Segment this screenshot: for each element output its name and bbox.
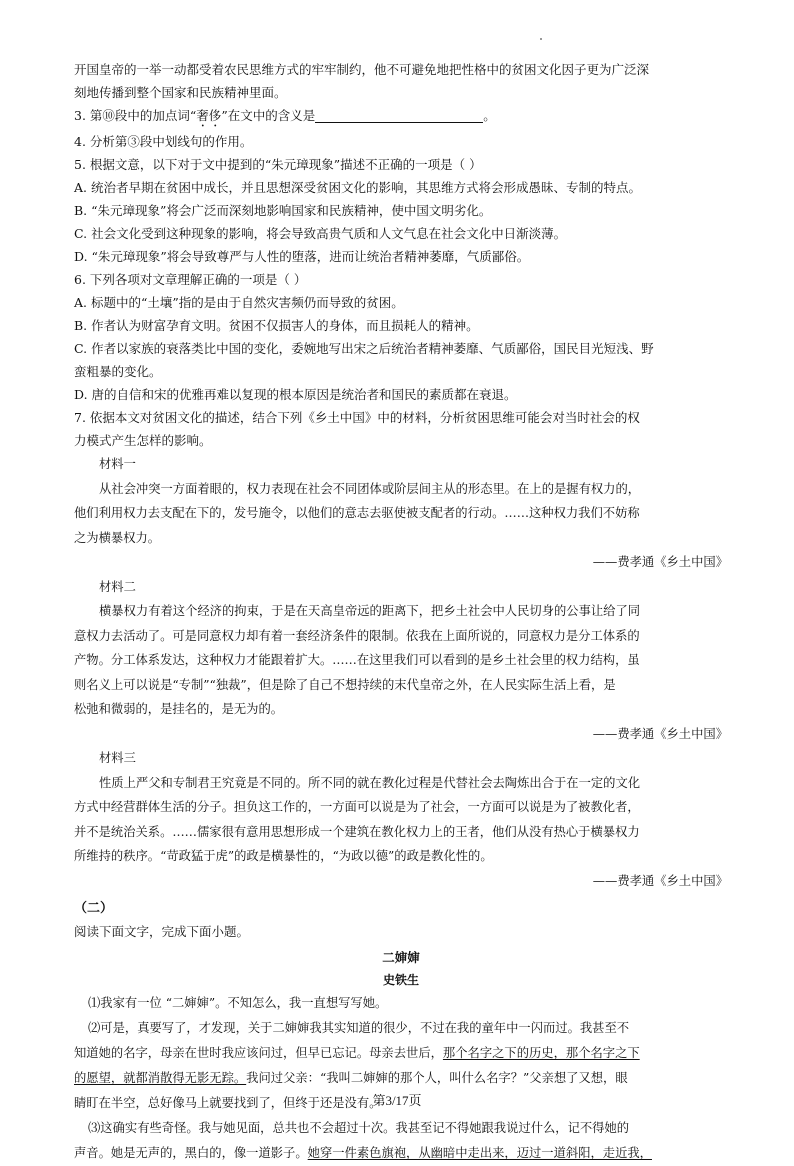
page-number: 第3/17页: [372, 1093, 422, 1108]
question-6-option-c-cont: 蛮粗暴的变化。: [74, 364, 162, 379]
material-line: 所维持的秩序。“苛政猛于虎”的政是横暴性的，“为政以德”的政是教化性的。: [74, 849, 493, 863]
question-6-option-a[interactable]: A. 标题中的“土壤”指的是由于自然灾害频仍而导致的贫困。: [74, 295, 404, 310]
material-line: 从社会冲突一方面着眼的，权力表现在社会不同团体或阶层间主从的形态里。在上的是握有权力的，: [99, 481, 641, 496]
material-line: 性质上严父和专制君王究竟是不同的。所不同的就在教化过程是代替社会去陶炼出合于在一定的文化: [99, 775, 641, 790]
story-paragraph-1: ⑴我家有一位 “二婶婶”。不知怎么，我一直想写写她。: [88, 996, 388, 1010]
material-line: 横暴权力有着这个经济的拘束，于是在天高皇帝远的距离下，把乡土社会中人民切身的公事让给了同: [99, 604, 641, 618]
page-content: [74, 58, 728, 1166]
material-line: 松弛和微弱的，是挂名的，是无为的。: [74, 702, 284, 716]
question-4: 4. 分析第③段中划线句的作用。: [74, 134, 253, 149]
question-7: 7. 依据本文对贫困文化的描述，结合下列《乡土中国》中的材料，分析贫困思维可能会对当时社会的权: [74, 410, 640, 425]
question-6-option-d[interactable]: D. 唐的自信和宋的优雅再难以复现的根本原因是统治者和国民的素质都在衰退。: [74, 387, 517, 402]
section-heading: （二）: [74, 901, 114, 916]
question-7: 力模式产生怎样的影响。: [74, 433, 212, 448]
question-6-option-c[interactable]: C. 作者以家族的衰落类比中国的变化，委婉地写出宋之后统治者精神萎靡、气质鄙俗，国民目光短浅、野: [74, 341, 654, 356]
story-author: 史铁生: [382, 973, 419, 987]
material-line: 之为横暴权力。: [74, 530, 161, 545]
intro-line: 开国皇帝的一举一动都受着农民思维方式的牢牢制约，他不可避免地把性格中的贫困文化因子更为广泛深: [74, 62, 650, 77]
material-source: ——费孝通《乡土中国》: [592, 555, 728, 569]
question-6-stem: 6. 下列各项对文章理解正确的一项是（ ）: [74, 272, 307, 287]
material-line: 意权力去活动了。可是同意权力却有着一套经济条件的限制。依我在上面所说的，同意权力是分工体系的: [74, 628, 640, 643]
material-label: 材料三: [99, 751, 136, 765]
underlined-sentence: 她穿一件素色旗袍，从幽暗中走出来，迈过一道斜阳，走近我，: [307, 1146, 652, 1160]
story-paragraph-2-line: 睛盯在半空，总好像马上就要找到了，但终于还是没有。: [74, 1096, 382, 1110]
material-label: 材料二: [99, 579, 136, 594]
material-line: 并不是统治关系。……儒家很有意用思想形成一个建筑在教化权力上的王者，他们从没有热心于横暴权力: [74, 824, 640, 839]
material-label: 材料一: [99, 457, 136, 471]
story-paragraph-2-line: 的愿望，就都消散得无影无踪。我问过父亲：“我叫二婶婶的那个人，叫什么名字？”父亲想了又想，眼: [74, 1071, 628, 1085]
question-5-option-a[interactable]: A. 统治者早期在贫困中成长，并且思想深受贫困文化的影响，其思维方式将会形成愚昧、专制的特点。: [74, 180, 641, 195]
question-5-option-c[interactable]: C. 社会文化受到这种现象的影响，将会导致高贵气质和人文气息在社会文化中日渐淡薄。: [74, 226, 567, 241]
scan-speck: [540, 38, 542, 40]
intro-line: 刻地传播到整个国家和民族精神里面。: [74, 85, 287, 100]
material-source: ——费孝通《乡土中国》: [592, 873, 728, 888]
section-instruction: 阅读下面文字，完成下面小题。: [74, 924, 250, 939]
material-line: 产物。分工体系发达，这种权力才能跟着扩大。……在这里我们可以看到的是乡土社会里的权力结构，虽: [74, 653, 640, 667]
question-5-option-d[interactable]: D. “朱元璋现象”将会导致尊严与人性的堕落，进而让统治者精神萎靡，气质鄙俗。: [74, 249, 530, 264]
question-5-stem: 5. 根据文意，以下对于文中提到的“朱元璋现象”描述不正确的一项是（ ）: [74, 157, 482, 172]
story-title: 二婶婶: [382, 950, 420, 965]
question-3: 3. 第⑩段中的加点词“奢侈”在文中的含义是 。: [74, 108, 496, 123]
material-line: 方式中经营群体生活的分子。担负这工作的，一方面可以说是为了社会，一方面可以说是为了被教化者，: [74, 800, 640, 814]
question-5-option-b[interactable]: B. “朱元璋现象”将会广泛而深刻地影响国家和民族精神，使中国文明劣化。: [74, 203, 492, 218]
story-paragraph-3: ⑶这确实有些奇怪。我与她见面，总共也不会超过十次。我甚至记不得她跟我说过什么，记不得她的: [88, 1121, 630, 1135]
material-line: 他们利用权力去支配在下的，发号施令，以他们的意志去驱使被支配者的行动。……这种权力我们不妨称: [74, 506, 640, 520]
answer-blank[interactable]: [315, 108, 483, 123]
underlined-sentence: 的愿望，就都消散得无影无踪。: [74, 1071, 247, 1085]
dotted-word: 奢侈: [196, 108, 222, 123]
underlined-sentence: 那个名字之下的历史，那个名字之下: [442, 1046, 640, 1060]
story-paragraph-2: ⑵可是，真要写了，才发现，关于二婶婶我其实知道的很少，不过在我的童年中一闪而过。我甚至不: [88, 1021, 630, 1035]
question-6-option-b[interactable]: B. 作者认为财富孕育文明。贫困不仅损害人的身体，而且损耗人的精神。: [74, 318, 479, 333]
material-source: ——费孝通《乡土中国》: [592, 726, 728, 741]
material-line: 则名义上可以说是“专制”“独裁”，但是除了自己不想持续的末代皇帝之外，在人民实际生活上看，是: [74, 677, 616, 692]
story-paragraph-2-line: 知道她的名字，母亲在世时我应该问过，但早已忘记。母亲去世后，那个名字之下的历史，那个名字之下: [74, 1046, 640, 1060]
story-paragraph-3-line: 声音。她是无声的，黑白的，像一道影子。她穿一件素色旗袍，从幽暗中走出来，迈过一道斜阳，走近我，: [74, 1146, 652, 1160]
